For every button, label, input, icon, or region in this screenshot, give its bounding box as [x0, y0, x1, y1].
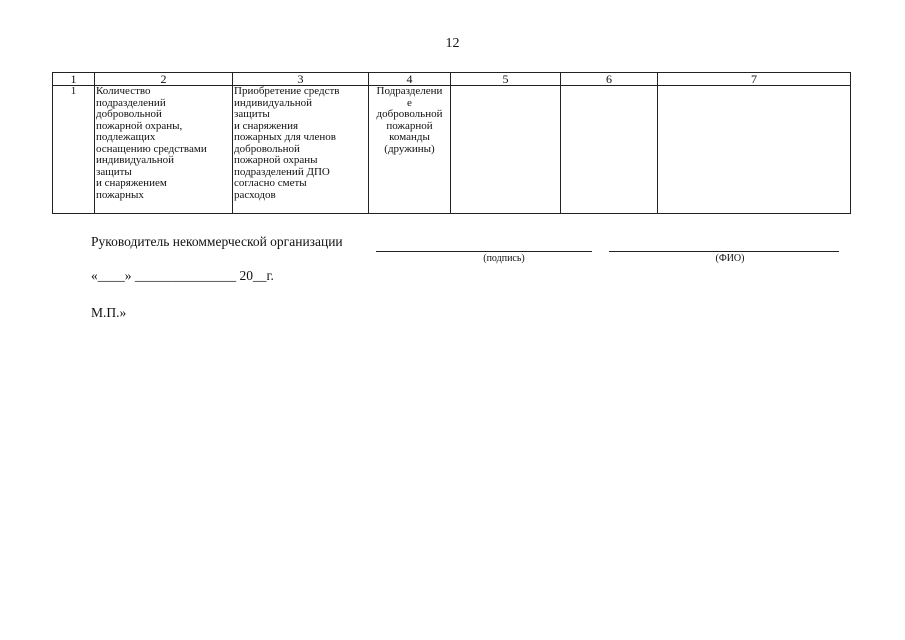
table-row	[53, 86, 851, 214]
stamp-place: М.П.»	[91, 305, 127, 320]
column-header-3: 3	[233, 73, 369, 86]
signature-label: Руководитель некоммерческой организации	[91, 234, 343, 249]
purchase-cell: Приобретение средств индивидуальной защиты и снаряжения пожарных для членов добровольной пожарной охраны подразделений ДПО согласно сметы расходов	[233, 86, 369, 214]
empty-cell-7	[658, 86, 851, 214]
signature-caption: (подпись)	[483, 253, 525, 264]
unit-type-cell: Подразделени е добровольной пожарной команды (дружины)	[369, 86, 451, 214]
page-number: 12	[445, 36, 460, 51]
empty-cell-6	[561, 86, 658, 214]
date-line: «____» _______________ 20__г.	[91, 268, 274, 283]
column-header-1: 1	[53, 73, 95, 86]
form-table	[52, 72, 851, 214]
column-header-7: 7	[658, 73, 851, 86]
column-header-6: 6	[561, 73, 658, 86]
empty-cell-5	[451, 86, 561, 214]
full-name-line	[609, 251, 839, 252]
column-header-4: 4	[369, 73, 451, 86]
column-header-2: 2	[95, 73, 233, 86]
row-number-cell: 1	[53, 86, 95, 214]
table-header-row	[53, 73, 851, 86]
column-header-5: 5	[451, 73, 561, 86]
full-name-caption: (ФИО)	[715, 253, 745, 264]
signature-line	[376, 251, 592, 252]
units-count-cell: Количество подразделений добровольной пожарной охраны, подлежащих оснащению средствами индивидуальной защиты и снаряжением пожарных	[95, 86, 233, 214]
